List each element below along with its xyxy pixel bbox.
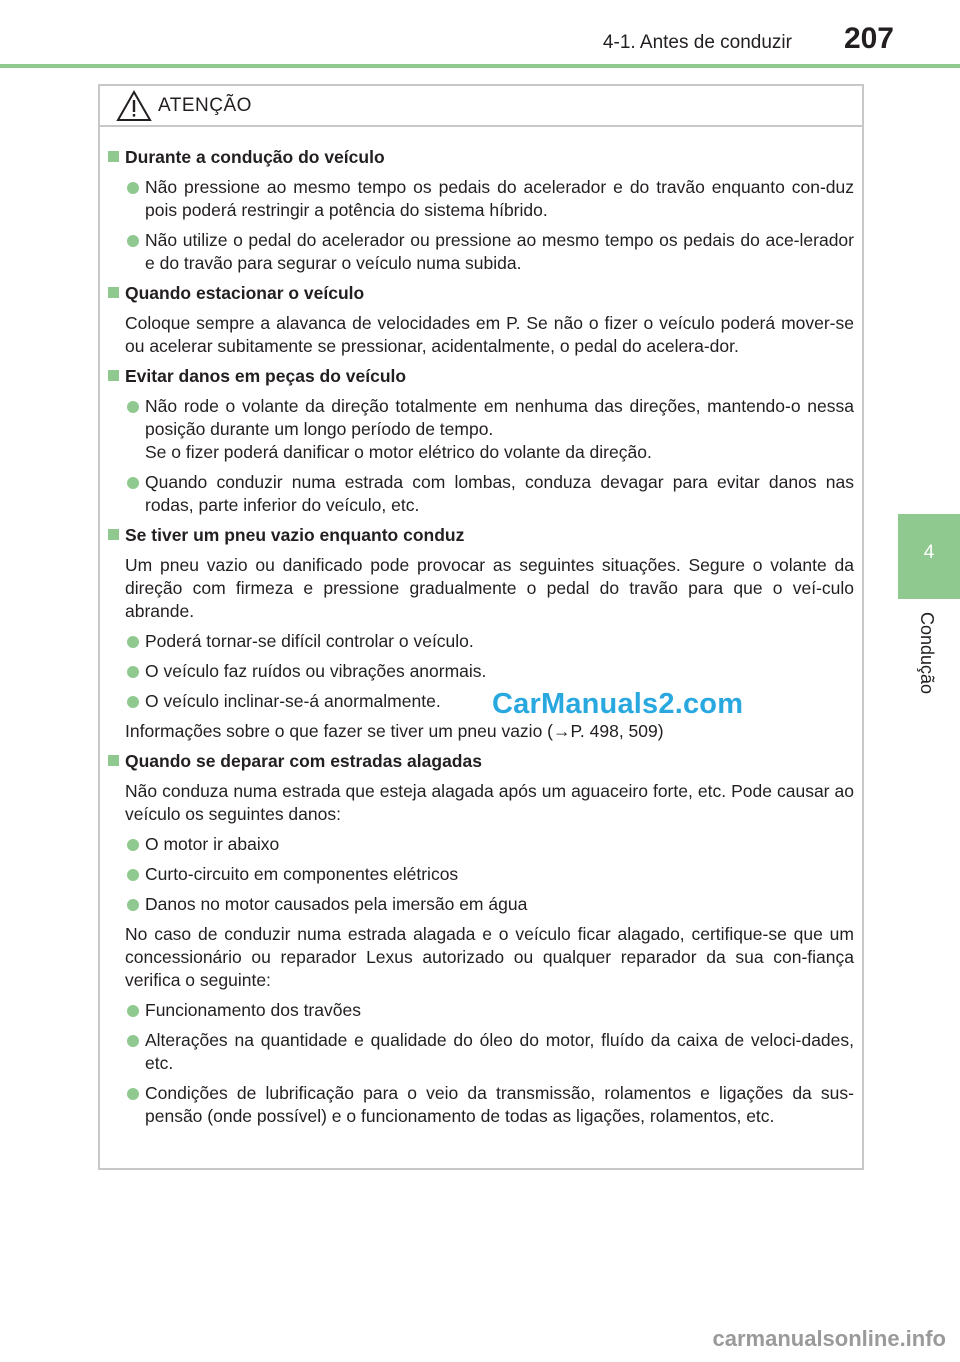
round-bullet-icon: [127, 1088, 139, 1100]
chapter-number: 4: [923, 542, 935, 563]
section-title: Evitar danos em peças do veículo: [108, 365, 854, 388]
section-title: Quando estacionar o veículo: [108, 282, 854, 305]
bullet-item: O veículo inclinar-se-á anormalmente.: [108, 690, 854, 713]
bullet-item: Não rode o volante da direção totalmente em nenhuma das direções, mantendo-o nessa posição durante um longo período de tempo. Se o fizer poderá danificar o motor elétrico do volante da direção.: [108, 395, 854, 464]
round-bullet-icon: [127, 666, 139, 678]
chapter-label: [896, 612, 958, 712]
bullet-item: Alterações na quantidade e qualidade do óleo do motor, fluído da caixa de veloci-dades, etc.: [108, 1029, 854, 1075]
header-rule: [0, 64, 960, 68]
warning-box: [98, 84, 864, 1170]
warning-box-header: [100, 86, 862, 127]
warning-triangle-icon: [116, 90, 152, 122]
paragraph: No caso de conduzir numa estrada alagada e o veículo ficar alagado, certifique-se que um concessionário ou reparador Lexus autorizado ou qualquer reparador da sua con-fiança verifica o seguinte:: [125, 924, 854, 990]
bullet-item: Não utilize o pedal do acelerador ou pressione ao mesmo tempo os pedais do ace-lerador e do travão para segurar o veículo numa subida.: [108, 229, 854, 275]
round-bullet-icon: [127, 869, 139, 881]
round-bullet-icon: [127, 1035, 139, 1047]
section-title: Se tiver um pneu vazio enquanto conduz: [108, 524, 854, 547]
chapter-label-text: Condução: [917, 612, 937, 695]
page-number: 207: [843, 22, 894, 55]
warning-box-title: ATENÇÃO: [158, 95, 252, 116]
square-bullet-icon: [108, 287, 119, 298]
watermark-logo[interactable]: CarManuals2.com: [492, 688, 744, 720]
section-title: Quando se deparar com estradas alagadas: [108, 750, 854, 773]
bullet-item: O veículo faz ruídos ou vibrações anormais.: [108, 660, 854, 683]
section-title: Durante a condução do veículo: [108, 146, 854, 169]
bullet-item: Condições de lubrificação para o veio da transmissão, rolamentos e ligações da sus-pensão (onde possível) e o funcionamento de todas as ligações, rolamentos, etc.: [108, 1082, 854, 1128]
page-reference-paragraph[interactable]: Informações sobre o que fazer se tiver um pneu vazio (→P. 498, 509): [125, 721, 664, 741]
round-bullet-icon: [127, 182, 139, 194]
footer-watermark[interactable]: carmanualsonline.info: [712, 1326, 946, 1351]
round-bullet-icon: [127, 1005, 139, 1017]
round-bullet-icon: [127, 636, 139, 648]
warning-content: [100, 146, 862, 1135]
round-bullet-icon: [127, 477, 139, 489]
paragraph: Um pneu vazio ou danificado pode provocar as seguintes situações. Segure o volante da direção com firmeza e pressione gradualmente o pedal do travão para que o veí-culo abrande.: [125, 555, 854, 621]
bullet-item: Não pressione ao mesmo tempo os pedais do acelerador e do travão enquanto con-duz pois poderá restringir a potência do sistema híbrido.: [108, 176, 854, 222]
bullet-item: Funcionamento dos travões: [108, 999, 854, 1022]
bullet-item: Danos no motor causados pela imersão em água: [108, 893, 854, 916]
paragraph: Não conduza numa estrada que esteja alagada após um aguaceiro forte, etc. Pode causar ao veículo os seguintes danos:: [125, 781, 854, 824]
round-bullet-icon: [127, 401, 139, 413]
header-section-title: 4-1. Antes de conduzir: [602, 32, 792, 53]
round-bullet-icon: [127, 899, 139, 911]
chapter-tab[interactable]: [898, 514, 960, 599]
bullet-item: Poderá tornar-se difícil controlar o veículo.: [108, 630, 854, 653]
square-bullet-icon: [108, 755, 119, 766]
bullet-item: Quando conduzir numa estrada com lombas, conduza devagar para evitar danos nas rodas, parte inferior do veículo, etc.: [108, 471, 854, 517]
square-bullet-icon: [108, 151, 119, 162]
square-bullet-icon: [108, 370, 119, 381]
round-bullet-icon: [127, 839, 139, 851]
square-bullet-icon: [108, 529, 119, 540]
round-bullet-icon: [127, 696, 139, 708]
bullet-item: O motor ir abaixo: [108, 833, 854, 856]
bullet-item: Curto-circuito em componentes elétricos: [108, 863, 854, 886]
paragraph: Coloque sempre a alavanca de velocidades em P. Se não o fizer o veículo poderá mover-se ou acelerar subitamente se pressionar, acidentalmente, o pedal do acelera-dor.: [125, 313, 854, 356]
round-bullet-icon: [127, 235, 139, 247]
